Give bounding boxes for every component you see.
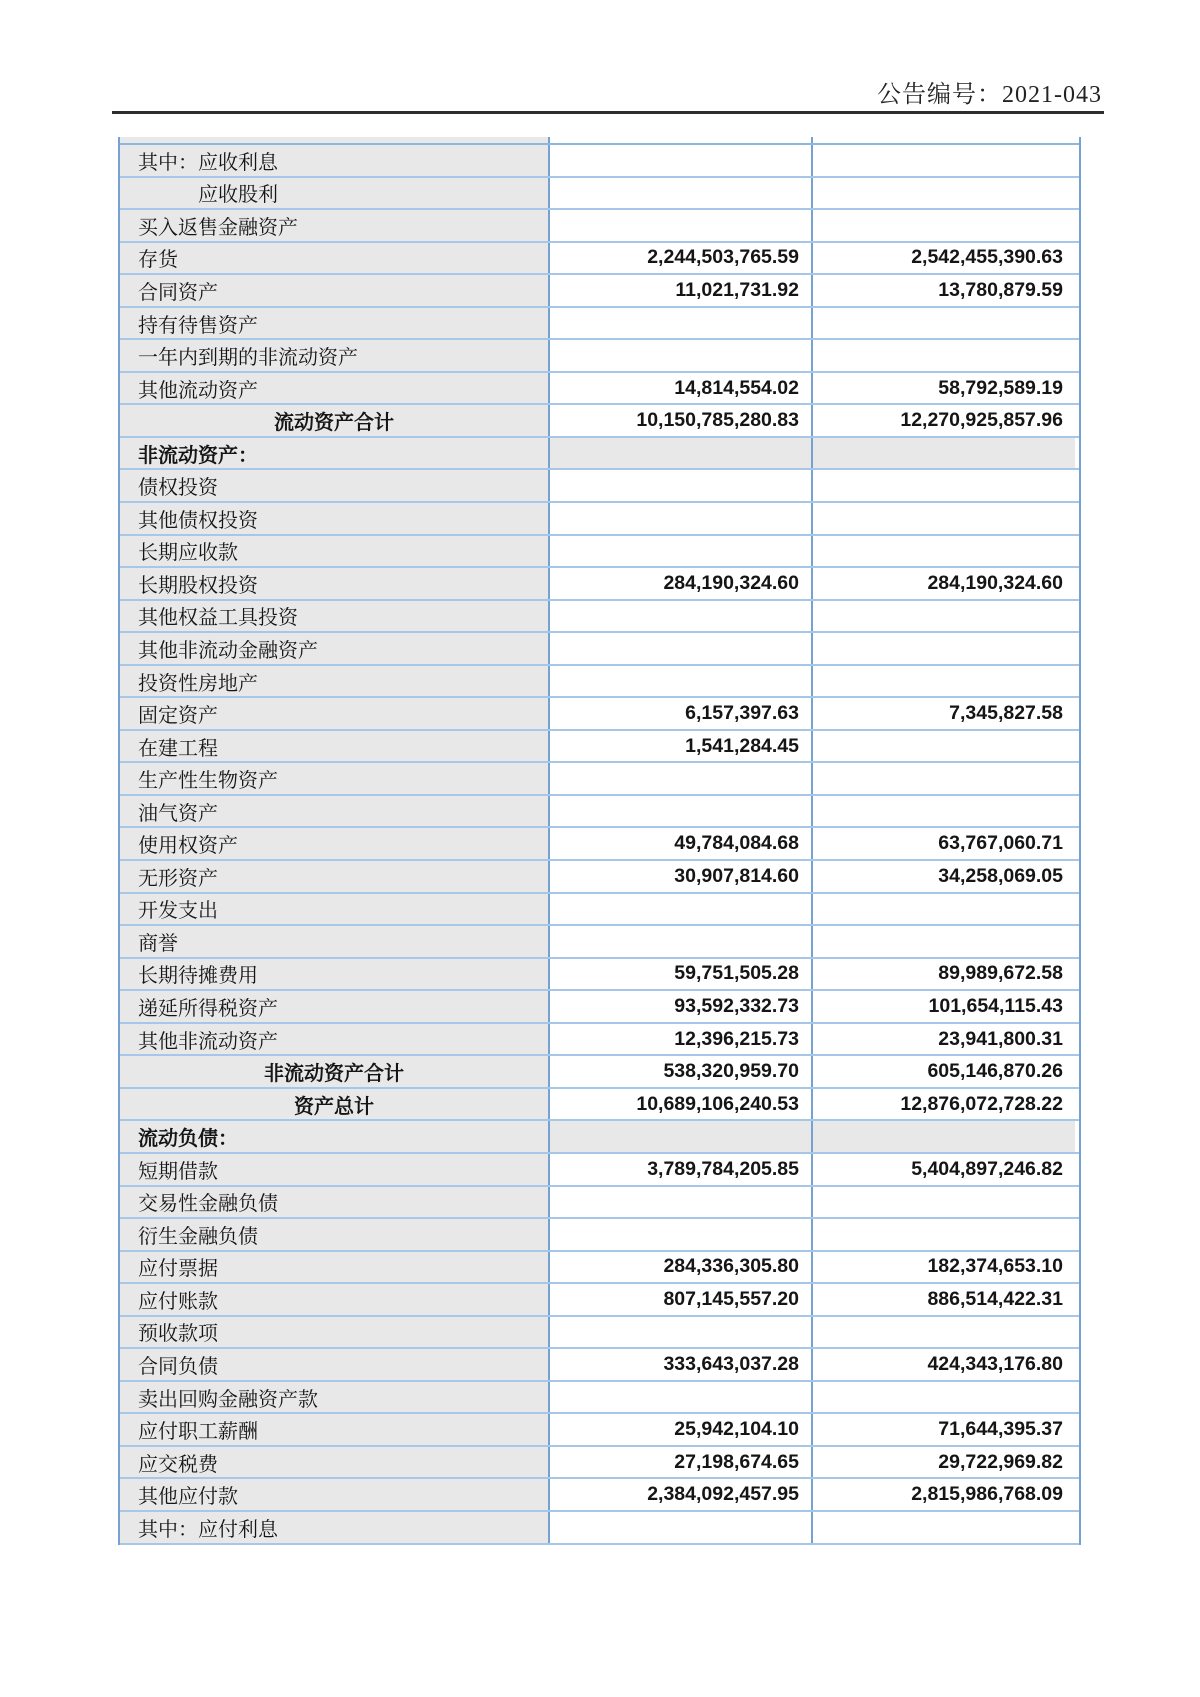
item-label-cell: 其中：应收利息	[120, 145, 550, 176]
table-row	[120, 861, 1079, 894]
amount-1-cell: 27,198,674.65	[550, 1447, 813, 1478]
amount-2-cell: 89,989,672.58	[813, 959, 1075, 990]
amount-2-cell	[813, 470, 1075, 501]
amount-1-cell	[550, 308, 813, 339]
amount-2-cell	[813, 926, 1075, 957]
amount-2-cell	[813, 763, 1075, 794]
amount-1-cell: 807,145,557.20	[550, 1284, 813, 1315]
amount-1-cell	[550, 1219, 813, 1250]
item-label-cell: 其他非流动金融资产	[120, 633, 550, 664]
table-row	[120, 210, 1079, 243]
item-label-cell: 开发支出	[120, 894, 550, 925]
amount-2-cell	[813, 1219, 1075, 1250]
item-label-cell: 油气资产	[120, 796, 550, 827]
table-row	[120, 1414, 1079, 1447]
table-row	[120, 731, 1079, 764]
table-row	[120, 1349, 1079, 1382]
item-label-cell	[120, 137, 550, 143]
table-row	[120, 373, 1079, 406]
table-row	[120, 178, 1079, 211]
table-row	[120, 503, 1079, 536]
amount-1-cell: 30,907,814.60	[550, 861, 813, 892]
item-label-cell: 存货	[120, 243, 550, 274]
item-label-cell: 短期借款	[120, 1154, 550, 1185]
amount-1-cell	[550, 137, 813, 143]
table-row	[120, 1187, 1079, 1220]
table-row	[120, 666, 1079, 699]
amount-1-cell: 284,190,324.60	[550, 568, 813, 599]
amount-2-cell: 23,941,800.31	[813, 1024, 1075, 1055]
amount-2-cell	[813, 210, 1075, 241]
item-label-cell: 投资性房地产	[120, 666, 550, 697]
amount-1-cell	[550, 178, 813, 209]
amount-1-cell	[550, 1317, 813, 1348]
table-row	[120, 1121, 1079, 1154]
amount-2-cell: 886,514,422.31	[813, 1284, 1075, 1315]
amount-1-cell: 1,541,284.45	[550, 731, 813, 762]
table-row	[120, 1089, 1079, 1122]
amount-1-cell	[550, 1187, 813, 1218]
amount-2-cell	[813, 1187, 1075, 1218]
amount-1-cell: 93,592,332.73	[550, 991, 813, 1022]
item-label-cell: 应付账款	[120, 1284, 550, 1315]
item-label-cell: 长期待摊费用	[120, 959, 550, 990]
amount-1-cell	[550, 470, 813, 501]
item-label-cell: 非流动资产：	[120, 438, 550, 469]
amount-1-cell: 284,336,305.80	[550, 1252, 813, 1283]
table-row	[120, 1219, 1079, 1252]
item-label-cell: 递延所得税资产	[120, 991, 550, 1022]
amount-1-cell: 10,150,785,280.83	[550, 405, 813, 436]
table-rows	[120, 145, 1079, 1545]
item-label-cell: 预收款项	[120, 1317, 550, 1348]
amount-1-cell: 49,784,084.68	[550, 828, 813, 859]
amount-2-cell	[813, 178, 1075, 209]
table-row	[120, 698, 1079, 731]
amount-1-cell	[550, 666, 813, 697]
amount-2-cell	[813, 1317, 1075, 1348]
amount-1-cell: 10,689,106,240.53	[550, 1089, 813, 1120]
amount-2-cell	[813, 1121, 1075, 1152]
item-label-cell: 商誉	[120, 926, 550, 957]
item-label-cell: 无形资产	[120, 861, 550, 892]
amount-2-cell	[813, 894, 1075, 925]
amount-1-cell	[550, 210, 813, 241]
amount-2-cell: 34,258,069.05	[813, 861, 1075, 892]
amount-2-cell: 63,767,060.71	[813, 828, 1075, 859]
amount-1-cell	[550, 601, 813, 632]
amount-1-cell	[550, 503, 813, 534]
amount-2-cell	[813, 503, 1075, 534]
item-label-cell: 应交税费	[120, 1447, 550, 1478]
item-label-cell: 其他应付款	[120, 1479, 550, 1510]
amount-2-cell	[813, 137, 1075, 143]
table-row	[120, 1252, 1079, 1285]
table-row	[120, 568, 1079, 601]
amount-1-cell: 333,643,037.28	[550, 1349, 813, 1380]
item-label-cell: 流动资产合计	[120, 405, 550, 436]
item-label-cell: 其他债权投资	[120, 503, 550, 534]
item-label-cell: 其他非流动资产	[120, 1024, 550, 1055]
table-row	[120, 1154, 1079, 1187]
item-label-cell: 合同负债	[120, 1349, 550, 1380]
item-label-cell: 应付职工薪酬	[120, 1414, 550, 1445]
amount-1-cell	[550, 796, 813, 827]
table-row	[120, 536, 1079, 569]
item-label-cell: 应收股利	[120, 178, 550, 209]
table-row	[120, 763, 1079, 796]
amount-1-cell: 14,814,554.02	[550, 373, 813, 404]
amount-1-cell	[550, 340, 813, 371]
amount-2-cell: 2,542,455,390.63	[813, 243, 1075, 274]
amount-1-cell	[550, 536, 813, 567]
amount-2-cell: 12,876,072,728.22	[813, 1089, 1075, 1120]
amount-1-cell	[550, 1382, 813, 1413]
amount-1-cell	[550, 633, 813, 664]
amount-2-cell: 2,815,986,768.09	[813, 1479, 1075, 1510]
table-row	[120, 991, 1079, 1024]
amount-2-cell	[813, 438, 1075, 469]
amount-1-cell	[550, 763, 813, 794]
amount-1-cell: 3,789,784,205.85	[550, 1154, 813, 1185]
item-label-cell: 交易性金融负债	[120, 1187, 550, 1218]
table-row	[120, 1024, 1079, 1057]
amount-2-cell	[813, 601, 1075, 632]
item-label-cell: 资产总计	[120, 1089, 550, 1120]
table-row	[120, 243, 1079, 276]
amount-1-cell: 2,384,092,457.95	[550, 1479, 813, 1510]
item-label-cell: 其他流动资产	[120, 373, 550, 404]
amount-2-cell: 13,780,879.59	[813, 275, 1075, 306]
item-label-cell: 长期股权投资	[120, 568, 550, 599]
item-label-cell: 一年内到期的非流动资产	[120, 340, 550, 371]
partial-row	[120, 137, 1079, 145]
amount-2-cell: 284,190,324.60	[813, 568, 1075, 599]
table-row	[120, 1479, 1079, 1512]
item-label-cell: 使用权资产	[120, 828, 550, 859]
item-label-cell: 流动负债：	[120, 1121, 550, 1152]
table-row	[120, 340, 1079, 373]
amount-1-cell	[550, 1121, 813, 1152]
item-label-cell: 其他权益工具投资	[120, 601, 550, 632]
amount-2-cell	[813, 633, 1075, 664]
amount-2-cell	[813, 796, 1075, 827]
amount-1-cell	[550, 926, 813, 957]
amount-1-cell: 25,942,104.10	[550, 1414, 813, 1445]
amount-1-cell: 59,751,505.28	[550, 959, 813, 990]
table-row	[120, 1447, 1079, 1480]
item-label-cell: 长期应收款	[120, 536, 550, 567]
table-row	[120, 1512, 1079, 1545]
amount-2-cell: 7,345,827.58	[813, 698, 1075, 729]
amount-2-cell: 29,722,969.82	[813, 1447, 1075, 1478]
item-label-cell: 在建工程	[120, 731, 550, 762]
item-label-cell: 应付票据	[120, 1252, 550, 1283]
amount-2-cell	[813, 731, 1075, 762]
amount-1-cell: 2,244,503,765.59	[550, 243, 813, 274]
amount-2-cell	[813, 666, 1075, 697]
item-label-cell: 固定资产	[120, 698, 550, 729]
table-row	[120, 1317, 1079, 1350]
amount-2-cell	[813, 308, 1075, 339]
announcement-number: 公告编号：2021-043	[877, 82, 1102, 108]
table-row	[120, 1284, 1079, 1317]
amount-2-cell: 101,654,115.43	[813, 991, 1075, 1022]
amount-1-cell: 6,157,397.63	[550, 698, 813, 729]
amount-1-cell: 12,396,215.73	[550, 1024, 813, 1055]
amount-1-cell	[550, 438, 813, 469]
item-label-cell: 非流动资产合计	[120, 1056, 550, 1087]
table-row	[120, 894, 1079, 927]
amount-1-cell	[550, 145, 813, 176]
amount-2-cell: 182,374,653.10	[813, 1252, 1075, 1283]
amount-2-cell: 605,146,870.26	[813, 1056, 1075, 1087]
table-row	[120, 633, 1079, 666]
table-row	[120, 308, 1079, 341]
amount-2-cell	[813, 536, 1075, 567]
amount-2-cell: 58,792,589.19	[813, 373, 1075, 404]
amount-2-cell: 71,644,395.37	[813, 1414, 1075, 1445]
item-label-cell: 买入返售金融资产	[120, 210, 550, 241]
table-row	[120, 828, 1079, 861]
amount-2-cell	[813, 1512, 1075, 1543]
item-label-cell: 卖出回购金融资产款	[120, 1382, 550, 1413]
amount-2-cell	[813, 1382, 1075, 1413]
amount-1-cell: 538,320,959.70	[550, 1056, 813, 1087]
table-row	[120, 1056, 1079, 1089]
table-row	[120, 275, 1079, 308]
table-row	[120, 959, 1079, 992]
table-row	[120, 405, 1079, 438]
table-row	[120, 470, 1079, 503]
item-label-cell: 衍生金融负债	[120, 1219, 550, 1250]
item-label-cell: 合同资产	[120, 275, 550, 306]
table-row	[120, 438, 1079, 471]
table-row	[120, 796, 1079, 829]
table-row	[120, 1382, 1079, 1415]
table-row	[120, 601, 1079, 634]
amount-2-cell	[813, 340, 1075, 371]
item-label-cell: 生产性生物资产	[120, 763, 550, 794]
table-row	[120, 145, 1079, 178]
table-row	[120, 926, 1079, 959]
amount-2-cell: 12,270,925,857.96	[813, 405, 1075, 436]
amount-2-cell	[813, 145, 1075, 176]
balance-sheet-table	[118, 137, 1081, 1545]
amount-1-cell	[550, 894, 813, 925]
item-label-cell: 持有待售资产	[120, 308, 550, 339]
amount-1-cell	[550, 1512, 813, 1543]
header-rule	[112, 111, 1104, 114]
amount-2-cell: 5,404,897,246.82	[813, 1154, 1075, 1185]
amount-2-cell: 424,343,176.80	[813, 1349, 1075, 1380]
amount-1-cell: 11,021,731.92	[550, 275, 813, 306]
item-label-cell: 其中：应付利息	[120, 1512, 550, 1543]
item-label-cell: 债权投资	[120, 470, 550, 501]
